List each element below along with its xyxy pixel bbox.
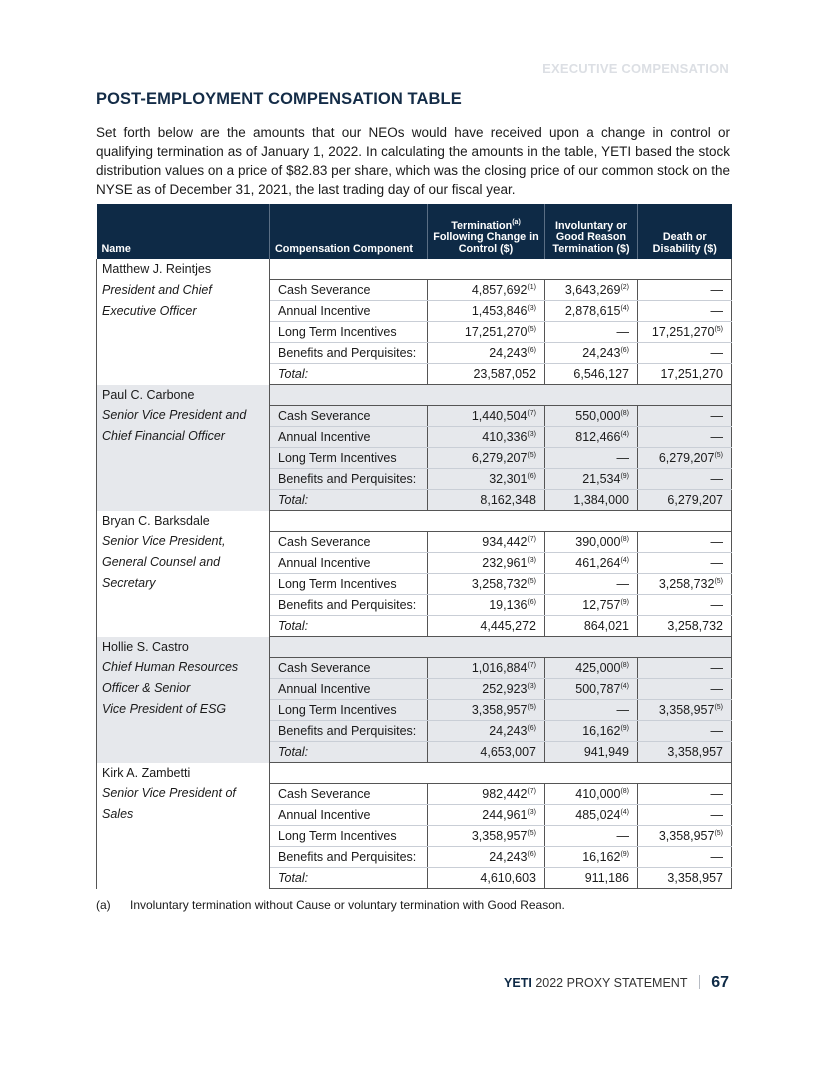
executive-title-line: General Counsel and [102,555,221,570]
amount-cell [638,301,732,322]
page-footer [504,974,729,992]
amount-cell [638,868,732,889]
amount-cell [545,742,638,763]
table-row [97,511,732,532]
amount-value: — [710,787,723,801]
amount-cell [638,364,732,385]
post-employment-compensation-table [96,204,732,889]
amount-cell [545,532,638,553]
executive-group [97,385,732,511]
name-row-spacer [270,763,732,784]
footnote-ref: (5) [527,578,536,585]
footnote-ref: (5) [714,326,723,333]
compensation-component [270,868,428,889]
amount-cell [428,574,545,595]
footnote-ref: (8) [620,662,629,669]
amount-value: — [710,430,723,444]
amount-cell [638,574,732,595]
amount-value: 812,466 [575,430,621,444]
amount-cell [428,700,545,721]
footnote-ref: (3) [527,431,536,438]
executive-title-line: Secretary [102,575,156,590]
footnote-ref: (9) [620,725,629,732]
name-row-spacer [270,511,732,532]
footnote-ref: (8) [620,788,629,795]
amount-value: — [710,808,723,822]
component-label: Cash Severance [278,535,371,549]
amount-cell [545,784,638,805]
amount-cell [638,595,732,616]
component-label: Benefits and Perquisites: [278,598,417,612]
table-row [97,259,732,280]
amount-cell [545,301,638,322]
footer-brand: YETI [504,976,532,990]
amount-value: 410,000 [575,787,621,801]
component-label: Total: [278,367,309,381]
table-row [97,763,732,784]
amount-value: 4,445,272 [480,619,536,633]
executive-name: Bryan C. Barksdale [102,513,210,528]
amount-value: 6,279,207 [667,493,723,507]
amount-value: 550,000 [575,409,621,423]
amount-value: 1,016,884 [471,661,528,675]
executive-name-cell [97,511,270,637]
amount-cell [428,868,545,889]
amount-cell [545,322,638,343]
amount-value: 3,358,957 [471,829,528,843]
amount-value: 3,358,957 [667,871,723,885]
amount-cell [545,721,638,742]
amount-value: 24,243 [489,346,528,360]
amount-cell [545,847,638,868]
component-label: Total: [278,871,309,885]
amount-value: 3,358,957 [471,703,528,717]
amount-cell [638,469,732,490]
amount-value: — [616,829,629,843]
header-component: Compensation Component [270,204,428,259]
amount-cell [638,616,732,637]
amount-cell [545,343,638,364]
component-label: Total: [278,493,309,507]
amount-value: — [710,598,723,612]
amount-value: — [710,304,723,318]
amount-value: 16,162 [582,850,621,864]
amount-cell [545,553,638,574]
header-col1-rest: Following Change in Control ($) [433,231,539,255]
amount-value: 32,301 [489,472,528,486]
amount-value: 461,264 [575,556,621,570]
amount-value: 390,000 [575,535,621,549]
executive-group [97,763,732,889]
footnote [96,898,565,912]
executive-title-line: Chief Financial Officer [102,429,225,444]
amount-value: 17,251,270 [660,367,723,381]
amount-value: 6,279,207 [658,451,715,465]
compensation-component [270,721,428,742]
amount-value: 19,136 [489,598,528,612]
amount-value: 864,021 [583,619,629,633]
amount-cell [638,427,732,448]
amount-value: — [710,346,723,360]
amount-cell [545,469,638,490]
footnote-ref: (5) [714,578,723,585]
header-col1-note: (a) [512,218,521,226]
amount-cell [428,847,545,868]
amount-value: — [710,724,723,738]
amount-value: 425,000 [575,661,621,675]
footnote-ref: (3) [527,809,536,816]
amount-cell [428,553,545,574]
footnote-ref: (6) [527,473,536,480]
amount-cell [545,595,638,616]
executive-name-cell [97,763,270,889]
executive-name: Hollie S. Castro [102,639,189,654]
footnote-ref: (6) [620,347,629,354]
amount-cell [428,448,545,469]
amount-cell [638,742,732,763]
amount-cell [428,805,545,826]
amount-cell [428,658,545,679]
amount-cell [545,406,638,427]
executive-name: Paul C. Carbone [102,387,195,402]
component-label: Total: [278,745,309,759]
component-label: Annual Incentive [278,808,371,822]
component-label: Long Term Incentives [278,829,397,843]
executive-title-line: Chief Human Resources [102,660,239,675]
footnote-ref: (5) [527,452,536,459]
amount-value: 3,258,732 [658,577,715,591]
amount-cell [638,406,732,427]
page-number: 67 [711,974,729,991]
table-row [97,637,732,658]
amount-cell [428,490,545,511]
footnote-ref: (7) [527,788,536,795]
footnote-ref: (4) [620,809,629,816]
amount-value: 3,643,269 [564,283,621,297]
amount-cell [638,322,732,343]
amount-value: — [616,703,629,717]
footer-divider [699,975,700,989]
amount-value: 911,186 [584,871,629,885]
amount-cell [545,805,638,826]
amount-cell [638,490,732,511]
executive-name-cell [97,385,270,511]
compensation-component [270,658,428,679]
component-label: Annual Incentive [278,304,371,318]
amount-cell [638,658,732,679]
amount-value: 4,610,603 [480,871,536,885]
footnote-ref: (6) [527,347,536,354]
executive-title-line: Senior Vice President of [102,786,236,801]
footnote-ref: (7) [527,536,536,543]
amount-value: 2,878,615 [564,304,621,318]
component-label: Annual Incentive [278,682,371,696]
executive-title-line: Officer & Senior [102,681,191,696]
header-involuntary: Involuntary or Good Reason Termination ($) [545,204,638,259]
name-row-spacer [270,385,732,406]
component-label: Long Term Incentives [278,325,397,339]
executive-group [97,259,732,385]
amount-value: — [710,556,723,570]
header-death-disability: Death or Disability ($) [638,204,732,259]
amount-cell [428,784,545,805]
footnote-ref: (5) [714,452,723,459]
table-header-row [97,204,732,259]
footnote-key: (a) [96,898,111,912]
amount-value: 3,258,732 [667,619,723,633]
footnote-ref: (4) [620,557,629,564]
header-col1-main: Termination [451,219,513,232]
amount-cell [638,679,732,700]
executive-title-line: Senior Vice President and [102,408,247,423]
amount-value: — [710,661,723,675]
executive-name: Matthew J. Reintjes [102,262,212,276]
amount-cell [545,427,638,448]
executive-group [97,511,732,637]
footnote-ref: (5) [714,704,723,711]
amount-value: 8,162,348 [480,493,536,507]
compensation-component [270,574,428,595]
amount-cell [545,574,638,595]
amount-cell [428,406,545,427]
compensation-component [270,427,428,448]
amount-cell [428,721,545,742]
amount-cell [638,343,732,364]
compensation-component [270,448,428,469]
compensation-component [270,679,428,700]
footnote-ref: (7) [527,662,536,669]
executive-name-cell [97,637,270,763]
name-row-spacer [270,259,732,280]
amount-cell [638,847,732,868]
amount-value: 244,961 [482,808,528,822]
component-label: Benefits and Perquisites: [278,346,417,360]
compensation-component [270,490,428,511]
amount-cell [428,826,545,847]
amount-value: 3,358,957 [658,829,715,843]
compensation-component [270,364,428,385]
amount-value: 24,243 [582,346,621,360]
amount-value: 17,251,270 [464,325,528,339]
footnote-ref: (5) [527,830,536,837]
footnote-ref: (7) [527,410,536,417]
amount-value: 24,243 [489,850,528,864]
component-label: Annual Incentive [278,556,371,570]
footnote-ref: (8) [620,536,629,543]
compensation-component [270,322,428,343]
amount-cell [428,742,545,763]
amount-cell [428,532,545,553]
amount-cell [545,868,638,889]
amount-value: — [710,283,723,297]
header-change-in-control [428,204,545,259]
executive-title-line: Senior Vice President, [102,534,226,549]
footnote-ref: (6) [527,725,536,732]
amount-value: — [710,682,723,696]
compensation-component [270,343,428,364]
amount-cell [545,679,638,700]
compensation-component [270,616,428,637]
compensation-component [270,784,428,805]
amount-value: 1,440,504 [471,409,528,423]
amount-value: 3,358,957 [667,745,723,759]
compensation-component [270,700,428,721]
amount-value: 17,251,270 [651,325,715,339]
name-row-spacer [270,637,732,658]
header-name: Name [97,204,270,259]
footnote-ref: (9) [620,851,629,858]
footnote-ref: (9) [620,473,629,480]
amount-value: 410,336 [482,430,528,444]
component-label: Benefits and Perquisites: [278,724,417,738]
amount-value: 6,279,207 [471,451,528,465]
amount-value: 3,258,732 [471,577,528,591]
compensation-component [270,595,428,616]
compensation-component [270,742,428,763]
compensation-component [270,406,428,427]
amount-value: 6,546,127 [573,367,629,381]
compensation-component [270,826,428,847]
component-label: Benefits and Perquisites: [278,850,417,864]
amount-value: — [616,577,629,591]
amount-value: — [710,850,723,864]
executive-title-line: President and Chief [102,282,212,297]
amount-value: 23,587,052 [473,367,536,381]
executive-name-cell [97,259,270,385]
amount-cell [428,301,545,322]
amount-value: 934,442 [482,535,528,549]
footnote-ref: (5) [714,830,723,837]
executive-title-line: Vice President of ESG [102,701,227,716]
footnote-ref: (3) [527,557,536,564]
amount-cell [638,532,732,553]
component-label: Annual Incentive [278,430,371,444]
amount-value: 21,534 [582,472,621,486]
amount-cell [638,784,732,805]
compensation-component [270,553,428,574]
amount-cell [545,700,638,721]
component-label: Cash Severance [278,283,371,297]
amount-cell [428,679,545,700]
component-label: Long Term Incentives [278,451,397,465]
amount-value: 232,961 [482,556,528,570]
amount-cell [428,616,545,637]
footer-doc: 2022 PROXY STATEMENT [535,976,688,990]
amount-value: 4,653,007 [480,745,536,759]
compensation-component [270,805,428,826]
amount-value: — [710,535,723,549]
amount-value: 485,024 [575,808,621,822]
executive-group [97,637,732,763]
compensation-component [270,847,428,868]
compensation-component [270,301,428,322]
amount-cell [638,700,732,721]
compensation-component [270,469,428,490]
amount-value: 3,358,957 [658,703,715,717]
footnote-ref: (4) [620,305,629,312]
amount-cell [428,364,545,385]
amount-value: — [710,472,723,486]
footnote-ref: (3) [527,305,536,312]
amount-cell [428,280,545,301]
component-label: Cash Severance [278,787,371,801]
compensation-component [270,532,428,553]
amount-value: 941,949 [583,745,629,759]
amount-cell [428,427,545,448]
executive-title-line: Executive Officer [102,303,197,318]
amount-cell [545,280,638,301]
amount-cell [428,469,545,490]
component-label: Long Term Incentives [278,703,397,717]
component-label: Benefits and Perquisites: [278,472,417,486]
amount-cell [638,280,732,301]
footnote-text: Involuntary termination without Cause or voluntary termination with Good Reason. [130,898,565,912]
amount-cell [428,343,545,364]
amount-value: 1,384,000 [573,493,629,507]
intro-paragraph: Set forth below are the amounts that our NEOs would have received upon a change in control or qualifying termination as of January 1, 2022. In calculating the amounts in the table, YETI based the stock distribution values on a price of $82.83 per share, which was the closing price of our common stock on the NYSE as of December 31, 2021, the last trading day of our fiscal year. [96,125,730,197]
footnote-ref: (9) [620,599,629,606]
amount-cell [638,721,732,742]
amount-cell [638,553,732,574]
amount-value: 252,923 [482,682,528,696]
amount-cell [545,448,638,469]
page-title: POST-EMPLOYMENT COMPENSATION TABLE [96,90,462,108]
executive-title-line: Sales [102,807,134,822]
amount-value: 24,243 [489,724,528,738]
footnote-ref: (6) [527,599,536,606]
executive-name: Kirk A. Zambetti [102,765,191,780]
amount-cell [638,448,732,469]
amount-cell [428,322,545,343]
footnote-ref: (4) [620,431,629,438]
component-label: Cash Severance [278,661,371,675]
amount-value: 4,857,692 [471,283,528,297]
amount-cell [428,595,545,616]
amount-cell [545,490,638,511]
amount-cell [545,364,638,385]
table-row [97,385,732,406]
amount-cell [545,616,638,637]
footnote-ref: (2) [620,284,629,291]
amount-value: 12,757 [582,598,621,612]
footnote-ref: (3) [527,683,536,690]
footnote-ref: (1) [527,284,536,291]
amount-cell [545,826,638,847]
amount-cell [638,805,732,826]
amount-value: 500,787 [575,682,621,696]
footnote-ref: (5) [527,326,536,333]
compensation-component [270,280,428,301]
amount-cell [638,826,732,847]
amount-value: 982,442 [482,787,528,801]
footnote-ref: (5) [527,704,536,711]
component-label: Total: [278,619,309,633]
amount-value: 1,453,846 [471,304,528,318]
component-label: Cash Severance [278,409,371,423]
footnote-ref: (4) [620,683,629,690]
amount-value: — [616,451,629,465]
footnote-ref: (8) [620,410,629,417]
amount-value: — [616,325,629,339]
footnote-ref: (6) [527,851,536,858]
section-label: EXECUTIVE COMPENSATION [542,61,729,76]
amount-value: 16,162 [582,724,621,738]
amount-cell [545,658,638,679]
amount-value: — [710,409,723,423]
component-label: Long Term Incentives [278,577,397,591]
